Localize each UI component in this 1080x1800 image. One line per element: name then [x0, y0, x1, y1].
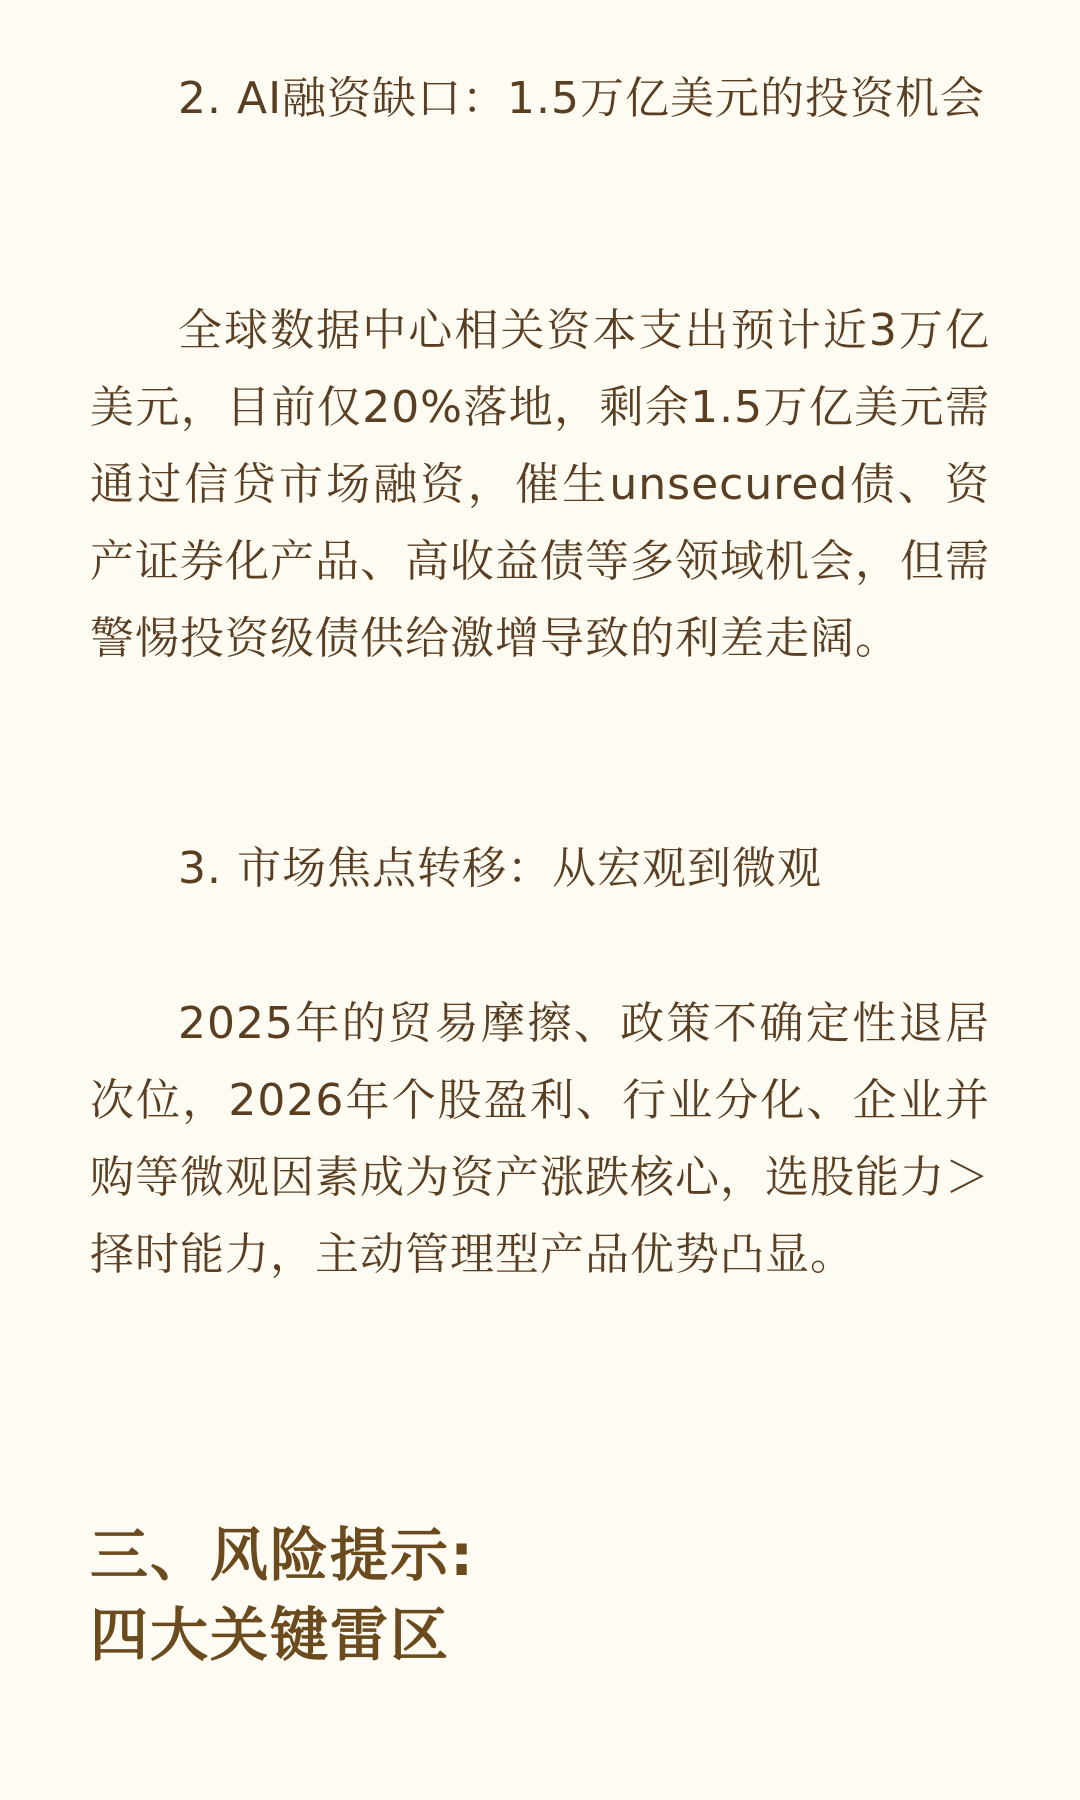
- subsection-heading-ai-financing-gap: 2. AI融资缺口：1.5万亿美元的投资机会: [178, 73, 986, 124]
- subsection-heading-market-focus-shift: 3. 市场焦点转移：从宏观到微观: [178, 843, 822, 894]
- article-content: [90, 60, 990, 1740]
- section-title-line-1: 三、风险提示:: [90, 1521, 476, 1589]
- section-title-risk-warning: [90, 1515, 475, 1675]
- paragraph-micro-factors: 2025年的贸易摩擦、政策不确定性退居次位，2026年个股盈利、行业分化、企业并购等微观因素成为资产涨跌核心，选股能力＞择时能力，主动管理型产品优势凸显。: [90, 998, 990, 1280]
- paragraph-data-center-capex: 全球数据中心相关资本支出预计近3万亿美元，目前仅20%落地，剩余1.5万亿美元需通过信贷市场融资，催生unsecured债、资产证券化产品、高收益债等多领域机会，但需警惕投资级债供给激增导致的利差走阔。: [90, 305, 990, 664]
- section-title-line-2: 四大关键雷区: [90, 1601, 451, 1669]
